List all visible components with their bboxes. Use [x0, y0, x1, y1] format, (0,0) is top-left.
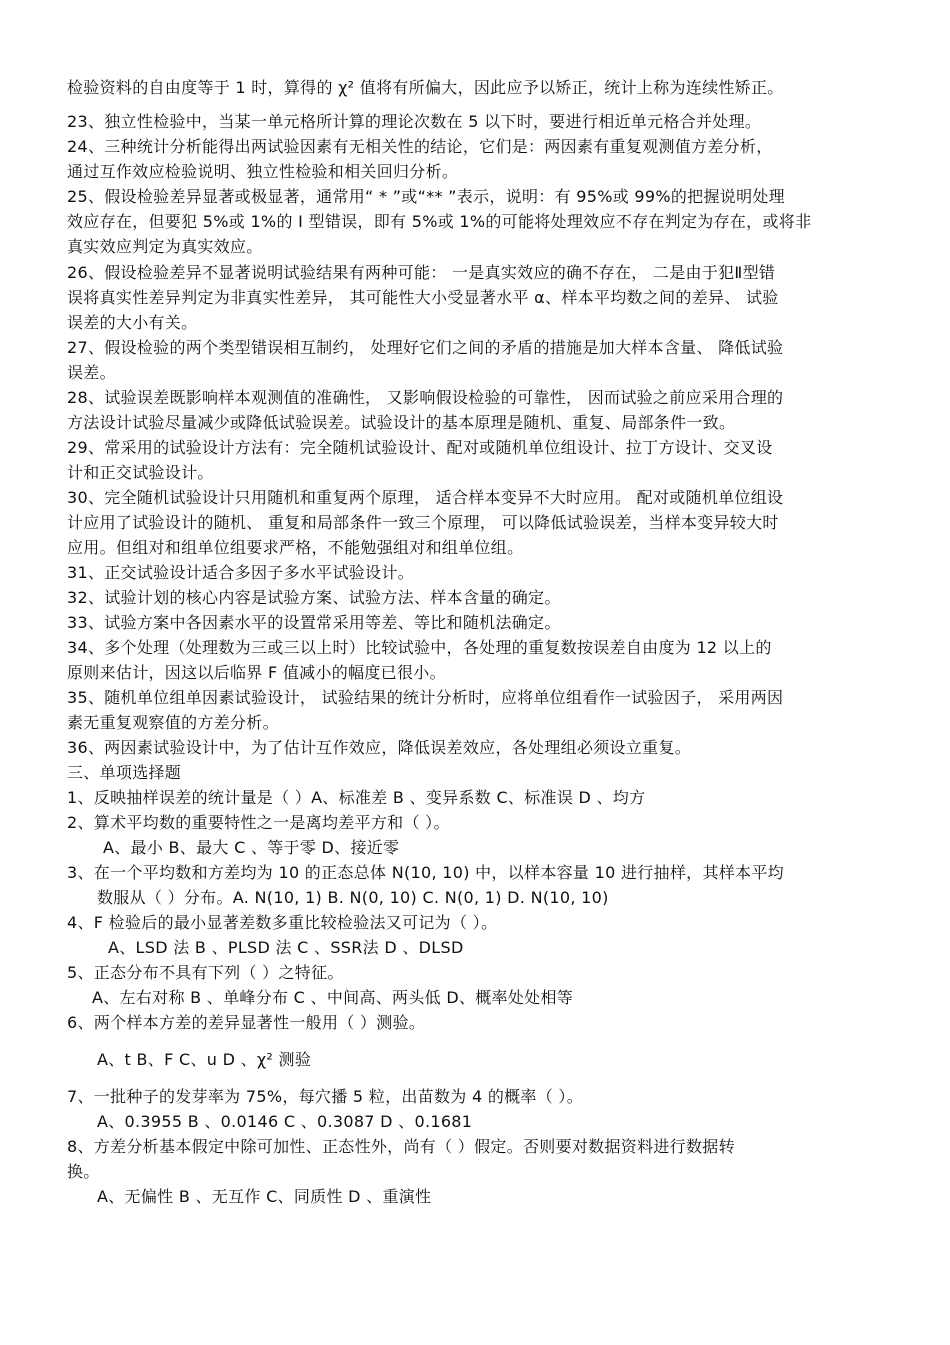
text-line: 7、一批种子的发芽率为 75%，每穴播 5 粒，出苗数为 4 的概率（ ）。	[67, 1087, 584, 1106]
text-line: A、0.3955 B 、0.0146 C 、0.3087 D 、0.1681	[97, 1112, 473, 1131]
text-line: 26、假设检验差异不显著说明试验结果有两种可能： 一是真实效应的确不存在， 二是由于犯Ⅱ型错	[67, 263, 776, 282]
text-line: 3、在一个平均数和方差均为 10 的正态总体 N(10, 10) 中，以样本容量 10 进行抽样，其样本平均	[67, 863, 784, 882]
text-line: 真实效应判定为真实效应。	[67, 237, 263, 256]
text-line: 效应存在，但要犯 5%或 1%的 I 型错误，即有 5%或 1%的可能将处理效应不存在判定为存在，或将非	[67, 212, 812, 231]
text-line: 4、F 检验后的最小显著差数多重比较检验法又可记为（ ）。	[67, 913, 498, 932]
text-line: 24、三种统计分析能得出两试验因素有无相关性的结论，它们是：两因素有重复观测值方差分析，	[67, 137, 773, 156]
text-line: 检验资料的自由度等于 1 时，算得的 χ² 值将有所偏大，因此应予以矫正，统计上称为连续性矫正。	[67, 78, 784, 97]
text-line: 5、正态分布不具有下列（ ）之特征。	[67, 963, 344, 982]
text-line: 25、假设检验差异显著或极显著，通常用“ * ”或“** ”表示，说明：有 95%或 99%的把握说明处理	[67, 187, 785, 206]
text-line: A、无偏性 B 、无互作 C、同质性 D 、重演性	[97, 1187, 432, 1206]
text-line: 素无重复观察值的方差分析。	[67, 713, 279, 732]
text-line: 通过互作效应检验说明、独立性检验和相关回归分析。	[67, 162, 459, 181]
text-line: 计和正交试验设计。	[67, 463, 214, 482]
text-line: A、t B、F C、u D 、χ² 测验	[97, 1050, 312, 1069]
text-line: 计应用了试验设计的随机、 重复和局部条件一致三个原理， 可以降低试验误差，当样本变异较大时	[67, 513, 779, 532]
text-line: A、最小 B、最大 C 、等于零 D、接近零	[103, 838, 400, 857]
text-line: 应用。但组对和组单位组要求严格，不能勉强组对和组单位组。	[67, 538, 524, 557]
text-line: 误差。	[67, 363, 116, 382]
text-line: 误将真实性差异判定为非真实性差异， 其可能性大小受显著水平 α、样本平均数之间的差异、 试验	[67, 288, 779, 307]
text-line: 28、试验误差既影响样本观测值的准确性， 又影响假设检验的可靠性， 因而试验之前应采用合理的	[67, 388, 784, 407]
text-line: 36、两因素试验设计中，为了估计互作效应，降低误差效应，各处理组必须设立重复。	[67, 738, 692, 757]
text-line: 三、单项选择题	[67, 763, 182, 782]
text-line: 31、正交试验设计适合多因子多水平试验设计。	[67, 563, 414, 582]
text-line: 27、假设检验的两个类型错误相互制约， 处理好它们之间的矛盾的措施是加大样本含量、 降低试验	[67, 338, 784, 357]
text-line: 30、完全随机试验设计只用随机和重复两个原理， 适合样本变异不大时应用。 配对或随机单位组设	[67, 488, 784, 507]
text-line: A、左右对称 B 、单峰分布 C 、中间高、两头低 D、概率处处相等	[92, 988, 574, 1007]
text-line: 数服从（ ）分布。A. N(10, 1) B. N(0, 10) C. N(0, 1) D. N(10, 10)	[97, 888, 609, 907]
text-line: 34、多个处理（处理数为三或三以上时）比较试验中，各处理的重复数按误差自由度为 12 以上的	[67, 638, 772, 657]
text-line: 换。	[67, 1162, 100, 1181]
text-line: 33、试验方案中各因素水平的设置常采用等差、等比和随机法确定。	[67, 613, 561, 632]
text-line: 6、两个样本方差的差异显著性一般用（ ）测验。	[67, 1013, 426, 1032]
text-line: 1、反映抽样误差的统计量是（ ）A、标准差 B 、变异系数 C、标准误 D 、均方	[67, 788, 646, 807]
text-line: 32、试验计划的核心内容是试验方案、试验方法、样本含量的确定。	[67, 588, 561, 607]
text-line: A、LSD 法 B 、PLSD 法 C 、SSR法 D 、DLSD	[108, 938, 464, 957]
text-line: 误差的大小有关。	[67, 313, 198, 332]
text-line: 23、独立性检验中，当某一单元格所计算的理论次数在 5 以下时，要进行相近单元格合并处理。	[67, 112, 762, 131]
text-line: 方法设计试验尽量减少或降低试验误差。试验设计的基本原理是随机、重复、局部条件一致。	[67, 413, 736, 432]
text-line: 8、方差分析基本假定中除可加性、正态性外，尚有（ ）假定。否则要对数据资料进行数据转	[67, 1137, 735, 1156]
text-line: 2、算术平均数的重要特性之一是离均差平方和（ ）。	[67, 813, 450, 832]
text-line: 29、常采用的试验设计方法有：完全随机试验设计、配对或随机单位组设计、拉丁方设计、交叉设	[67, 438, 773, 457]
text-line: 原则来估计，因这以后临界 F 值减小的幅度已很小。	[67, 663, 446, 682]
text-line: 35、随机单位组单因素试验设计， 试验结果的统计分析时，应将单位组看作一试验因子， 采用两因	[67, 688, 784, 707]
